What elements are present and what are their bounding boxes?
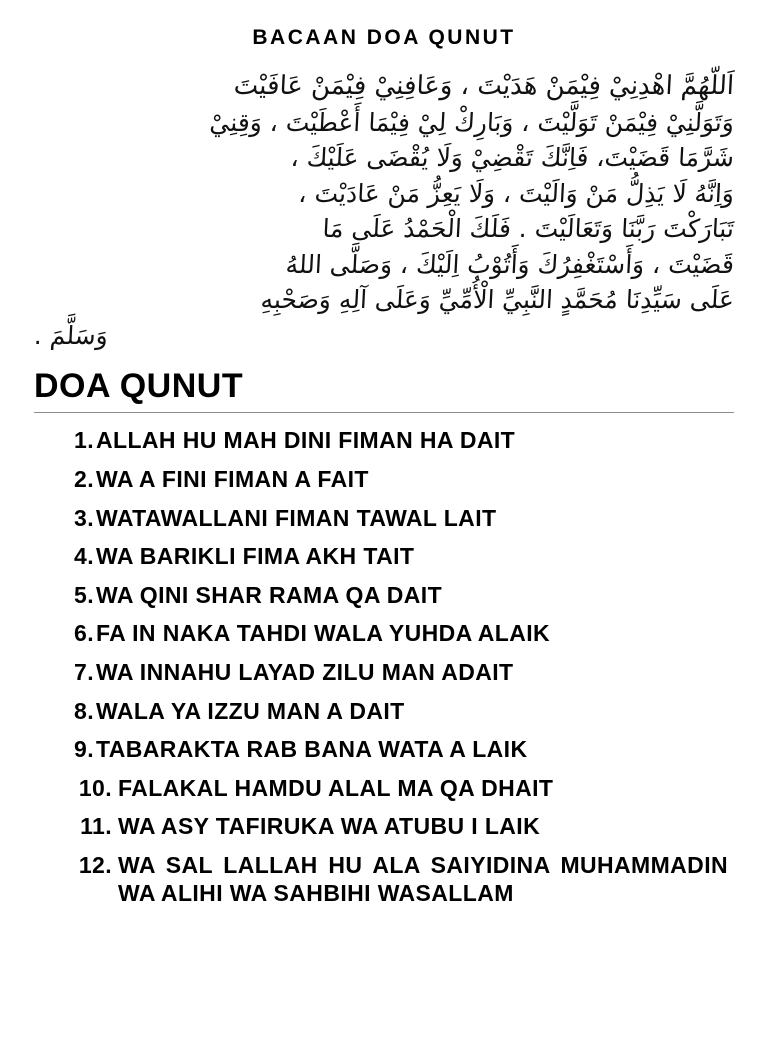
list-item [60,543,728,571]
list-item [60,852,728,907]
list-item [60,620,728,648]
list-item [60,427,728,455]
list-item-number: 8. [74,697,94,724]
list-item-text: WA BARIKLI FIMA AKH TAIT [96,543,415,570]
list-item-number: 9. [74,736,94,763]
list-item [60,698,728,726]
arabic-line: وَسَلَّمَ . [33,320,109,350]
list-item-number: 11. [80,813,112,840]
list-item [60,813,728,841]
title-divider [34,412,734,413]
list-item-number: 1. [74,427,94,454]
list-item [60,582,728,610]
list-item [60,659,728,687]
list-item [60,505,728,533]
list-item-text: FALAKAL HAMDU ALAL MA QA DHAIT [118,774,554,801]
list-item-number: 4. [74,543,94,570]
list-item-text: WATAWALLANI FIMAN TAWAL LAIT [96,504,497,531]
list-item-text: WA INNAHU LAYAD ZILU MAN ADAIT [96,658,514,685]
arabic-line: تَبَارَكْتَ رَبَّنَا وَتَعَالَيْتَ . فَلَكَ الْحَمْدُ عَلَى مَا [321,214,735,244]
list-item [60,736,728,764]
arabic-prayer-text [34,68,734,353]
arabic-line: شَرَّمَا قَضَيْتَ، فَاِنَّكَ تَقْضِيْ وَلَا يُقْضَى عَلَيْكَ ، [290,143,735,173]
list-item [60,775,728,803]
list-item-text: WA ASY TAFIRUKA WA ATUBU I LAIK [118,813,541,840]
list-item-number: 7. [74,658,94,685]
list-item-number: 2. [74,466,94,492]
document-page [0,26,768,1050]
list-item-text: TABARAKTA RAB BANA WATA A LAIK [96,736,528,763]
list-item-text: WA A FINI FIMAN A FAIT [96,466,369,492]
arabic-line: وَتَوَلَّنِيْ فِيْمَنْ تَوَلَّيْتَ ، وَبَارِكْ لِيْ فِيْمَا أَعْطَيْتَ ، وَقِنِيْ [208,107,735,137]
list-item-text: ALLAH HU MAH DINI FIMAN HA DAIT [96,427,516,454]
list-item [60,466,728,494]
arabic-line: قَضَيْتَ ، وَأَسْتَغْفِرُكَ وَأَتُوْبُ اِلَيْكَ ، وَصَلَّى اللهُ [284,249,735,279]
list-item-text: WA SAL LALLAH HU ALA SAIYIDINA MUHAMMADIN WA ALIHI WA SAHBIHI WASALLAM [118,851,728,906]
list-item-number: 6. [74,620,94,647]
list-item-text: FA IN NAKA TAHDI WALA YUHDA ALAIK [96,620,551,647]
list-item-number: 3. [74,504,94,531]
arabic-line: عَلَى سَيِّدِنَا مُحَمَّدٍ النَّبِيِّ الْأُمِّيِّ وَعَلَى آلِهِ وَصَحْبِهِ [259,285,735,315]
list-item-text: WA QINI SHAR RAMA QA DAIT [96,581,443,608]
section-title: DOA QUNUT [34,367,244,406]
list-item-number: 12. [78,851,112,878]
transliteration-list [0,427,768,907]
arabic-line: اَللّهُمَّ اهْدِنِيْ فِيْمَنْ هَدَيْتَ ، وَعَافِنِيْ فِيْمَنْ عَافَيْتَ [232,71,735,101]
list-item-text: WALA YA IZZU MAN A DAIT [96,697,405,724]
list-item-number: 10. [78,774,112,801]
arabic-line: وَاِنَّهُ لَا يَذِلُّ مَنْ وَالَيْتَ ، وَلَا يَعِزُّ مَنْ عَادَيْتَ ، [297,178,735,208]
list-item-number: 5. [74,581,94,608]
page-title: BACAAN DOA QUNUT [252,26,516,49]
